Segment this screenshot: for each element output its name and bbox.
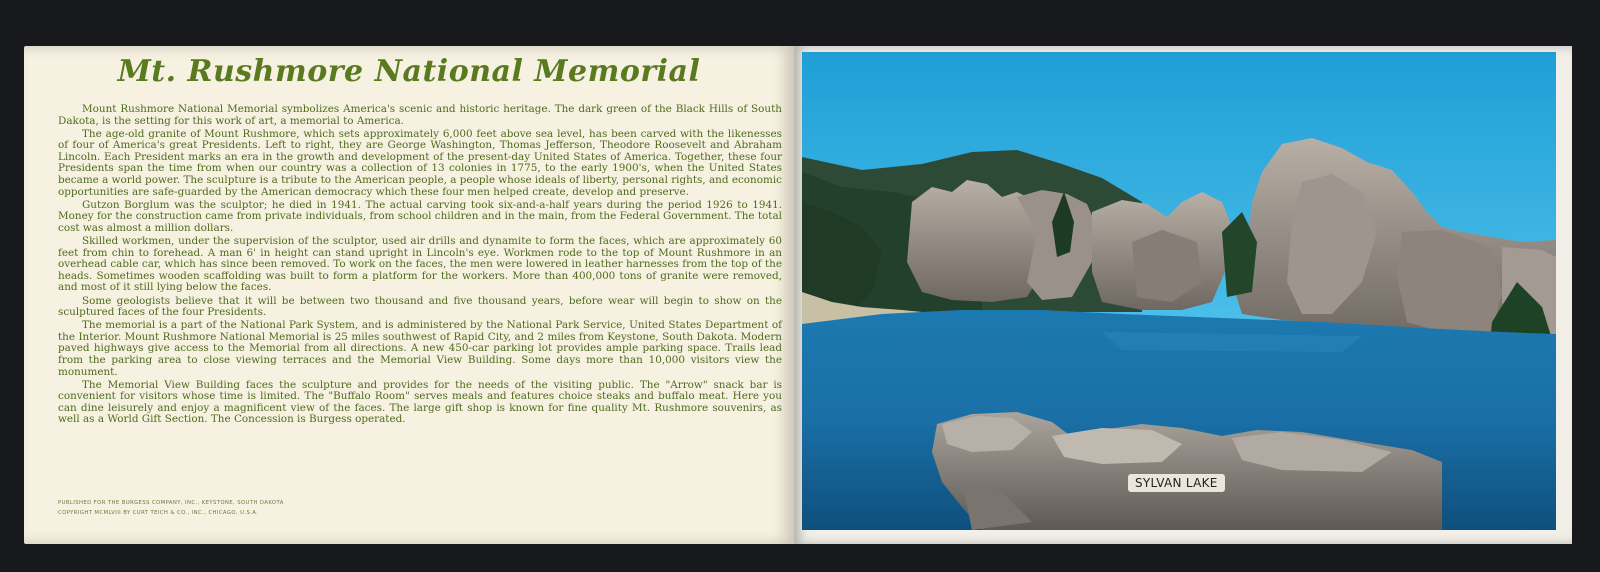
sylvan-lake-photo (802, 52, 1556, 530)
paragraph-3: Gutzon Borglum was the sculptor; he died in 1941. The actual carving took six-and-a-half years during the period 1926 to 1941. Money for the construction came from private individuals, from school children and in the main, from the Federal Government. The total cost was almost a million dollars. (58, 198, 782, 234)
left-page (24, 46, 794, 544)
paragraph-1: Mount Rushmore National Memorial symbolizes America's scenic and historic heritage. The dark green of the Black Hills of South Dakota, is the setting for this work of art, a memorial to America. (58, 103, 782, 127)
paragraph-6: The memorial is a part of the National Park System, and is administered by the National Park Service, United States Department of the Interior. Mount Rushmore National Memorial is 25 miles southwest of Rapid City, and 2 miles from Keystone, South Dakota. Modern paved highways give access to the Memorial from all directions. A new 450-car parking lot provides ample parking space. Trails lead from the parking area to close viewing terraces and the Memorial View Building. Some days more than 10,000 visitors view the monument. (58, 319, 782, 378)
lake-landscape-illustration (802, 52, 1556, 530)
body-text (58, 104, 782, 428)
credit-line-copyright: COPYRIGHT MCMLVIII BY CURT TEICH & CO., INC., CHICAGO, U.S.A. (58, 510, 259, 516)
paragraph-7: The Memorial View Building faces the sculpture and provides for the needs of the visiting public. The "Arrow" snack bar is convenient for visitors whose time is limited. The "Buffalo Room" serves meals and features choice steaks and buffalo meat. Here you can dine leisurely and enjoy a magnificent view of the faces. The large gift shop is known for fine quality Mt. Rushmore souvenirs, as well as a World Gift Section. The Concession is Burgess operated. (58, 378, 782, 426)
page-title: Mt. Rushmore National Memorial (117, 54, 701, 89)
paragraph-4: Skilled workmen, under the supervision of the sculptor, used air drills and dynamite to form the faces, which are approximately 60 feet from chin to forehead. A man 6' in height can stand upright in Lincoln's eye. Workmen rode to the top of Mount Rushmore in an overhead cable car, which has since been removed. To work on the faces, the men were lowered in leather harnesses from the top of the heads. Sometimes wooden scaffolding was built to form a platform for the workers. More than 400,000 tons of granite were removed, and most of it still lying below the faces. (58, 235, 782, 294)
publisher-credits (58, 498, 284, 518)
paragraph-2: The age-old granite of Mount Rushmore, which sets approximately 6,000 feet above sea level, has been carved with the likenesses of four of America's great Presidents. Left to right, they are George Washington, Thomas Jefferson, Theodore Roosevelt and Abraham Lincoln. Each President marks an era in the growth and development of the present-day United States of America. Together, these four Presidents span the time from when our country was a collection of 13 colonies in 1775, to the early 1900's, when the United States became a world power. The sculpture is a tribute to the American people, a people whose ideals of liberty, personal rights, and economic opportunities are safe-guarded by the American democracy which these four men helped create, develop and preserve. (58, 127, 782, 198)
paragraph-5: Some geologists believe that it will be between two thousand and five thousand years, before wear will begin to show on the sculptured faces of the four Presidents. (58, 294, 782, 319)
right-page (794, 46, 1572, 544)
photo-caption: SYLVAN LAKE (1128, 474, 1225, 492)
open-booklet (24, 46, 1572, 544)
credit-line-publisher: PUBLISHED FOR THE BURGESS COMPANY, INC., KEYSTONE, SOUTH DAKOTA (58, 500, 284, 506)
